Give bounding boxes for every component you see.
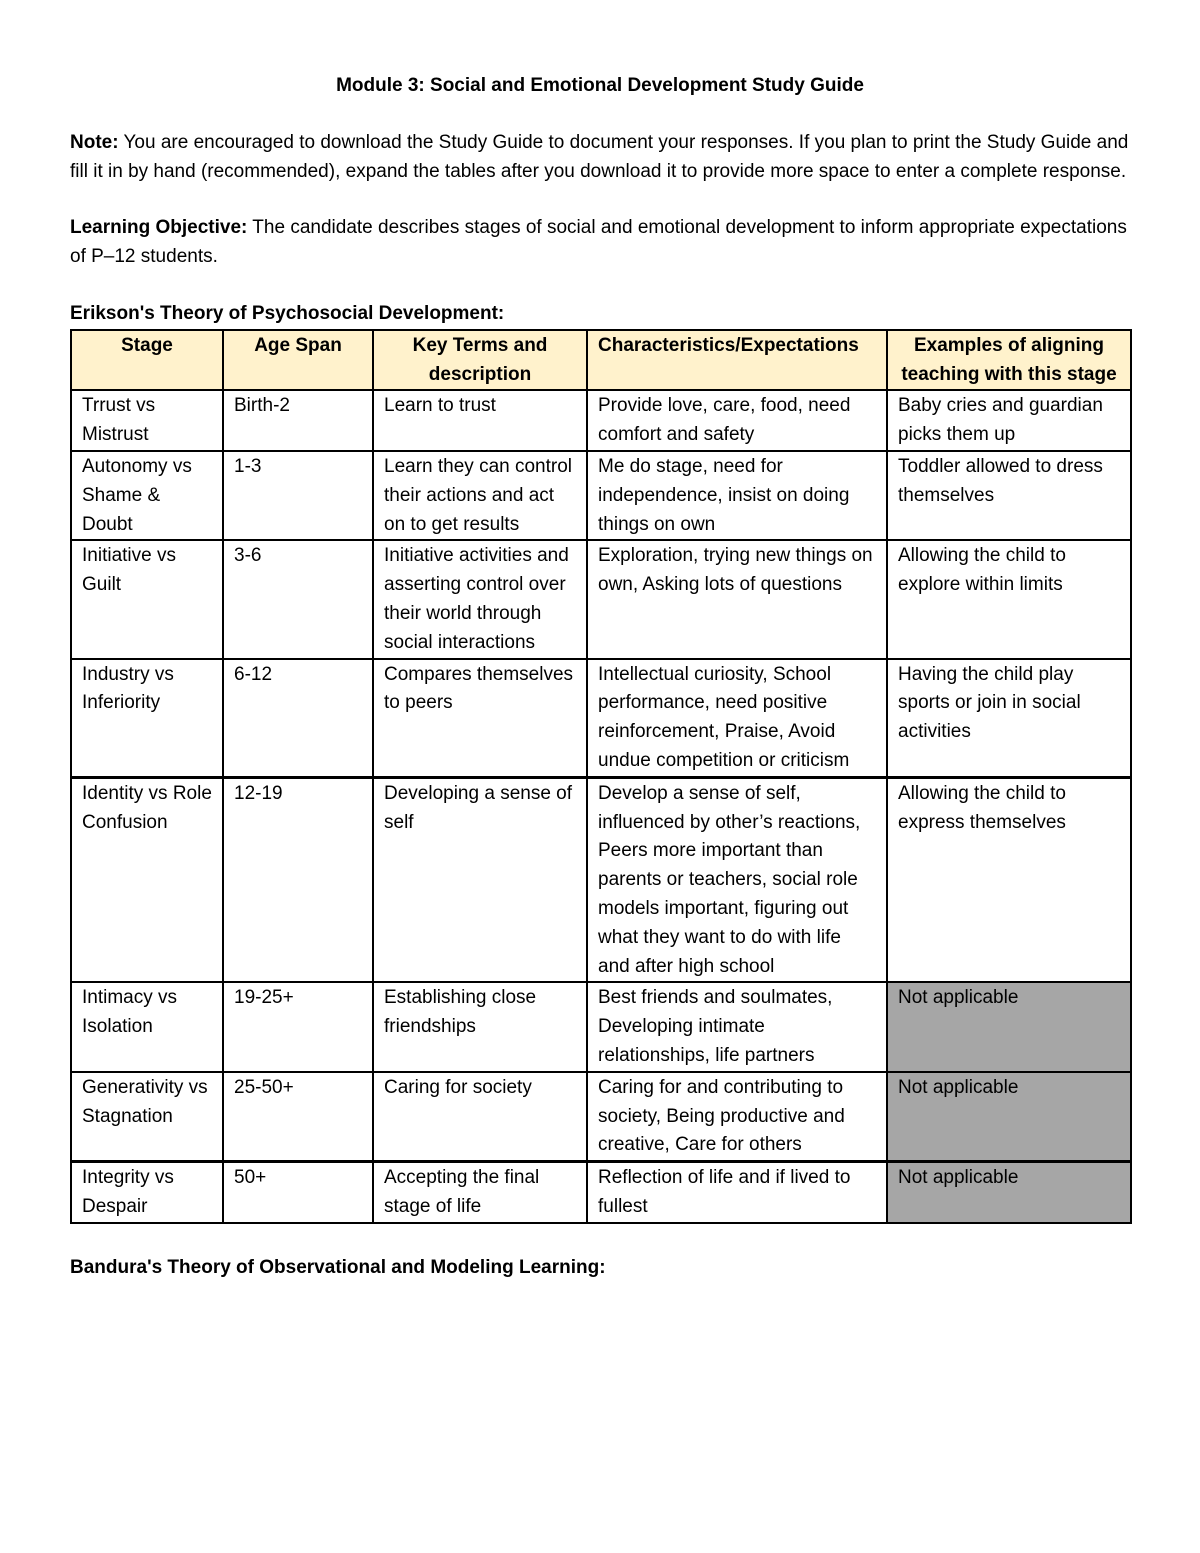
table-header-row <box>71 330 1131 391</box>
header-examples: Examples of aligning teaching with this stage <box>887 330 1131 391</box>
cell-age-span: 6-12 <box>223 659 373 778</box>
objective-label: Learning Objective: <box>70 217 248 239</box>
cell-examples: Allowing the child to express themselves <box>887 777 1131 982</box>
cell-examples-not-applicable: Not applicable <box>887 1162 1131 1223</box>
header-stage: Stage <box>71 330 223 391</box>
cell-characteristics: Provide love, care, food, need comfort and safety <box>587 390 887 451</box>
cell-stage: Initiative vs Guilt <box>71 540 223 658</box>
cell-stage: Integrity vs Despair <box>71 1162 223 1223</box>
cell-stage: Industry vs Inferiority <box>71 659 223 778</box>
cell-age-span: Birth-2 <box>223 390 373 451</box>
cell-key-terms: Compares themselves to peers <box>373 659 587 778</box>
erikson-heading: Erikson's Theory of Psychosocial Development: <box>70 302 505 324</box>
cell-key-terms: Initiative activities and asserting control over their world through social interactions <box>373 540 587 658</box>
cell-characteristics: Develop a sense of self, influenced by other’s reactions, Peers more important than parents or teachers, social role models important, figuring out what they want to do with life and after high school <box>587 777 887 982</box>
cell-examples-not-applicable: Not applicable <box>887 982 1131 1071</box>
bandura-heading: Bandura's Theory of Observational and Modeling Learning: <box>70 1256 606 1278</box>
learning-objective-paragraph <box>70 214 1130 272</box>
cell-age-span: 25-50+ <box>223 1072 373 1162</box>
table-row <box>71 982 1131 1071</box>
cell-key-terms: Establishing close friendships <box>373 982 587 1071</box>
cell-stage: Trrust vs Mistrust <box>71 390 223 451</box>
cell-characteristics: Best friends and soulmates, Developing intimate relationships, life partners <box>587 982 887 1071</box>
header-characteristics: Characteristics/Expectations <box>587 330 887 391</box>
table-row <box>71 390 1131 451</box>
cell-characteristics: Exploration, trying new things on own, Asking lots of questions <box>587 540 887 658</box>
cell-examples: Allowing the child to explore within limits <box>887 540 1131 658</box>
cell-key-terms: Learn to trust <box>373 390 587 451</box>
cell-key-terms: Accepting the final stage of life <box>373 1162 587 1223</box>
document-page <box>70 72 1130 1282</box>
cell-age-span: 3-6 <box>223 540 373 658</box>
table-row <box>71 451 1131 540</box>
cell-examples-not-applicable: Not applicable <box>887 1072 1131 1162</box>
note-text: You are encouraged to download the Study Guide to document your responses. If you plan to print the Study Guide and fill it in by hand (recommended), expand the tables after you download it to provide more space to enter a complete response. <box>70 131 1129 182</box>
cell-key-terms: Learn they can control their actions and act on to get results <box>373 451 587 540</box>
table-row <box>71 777 1131 982</box>
objective-text: The candidate describes stages of social and emotional development to inform appropriate expectations of P–12 students. <box>70 217 1127 268</box>
cell-age-span: 12-19 <box>223 777 373 982</box>
cell-examples: Having the child play sports or join in social activities <box>887 659 1131 778</box>
header-age-span: Age Span <box>223 330 373 391</box>
table-row <box>71 1162 1131 1223</box>
cell-age-span: 19-25+ <box>223 982 373 1071</box>
cell-stage: Generativity vs Stagnation <box>71 1072 223 1162</box>
cell-stage: Intimacy vs Isolation <box>71 982 223 1071</box>
header-key-terms: Key Terms and description <box>373 330 587 391</box>
cell-stage: Identity vs Role Confusion <box>71 777 223 982</box>
cell-age-span: 1-3 <box>223 451 373 540</box>
cell-characteristics: Caring for and contributing to society, Being productive and creative, Care for others <box>587 1072 887 1162</box>
cell-characteristics: Me do stage, need for independence, insist on doing things on own <box>587 451 887 540</box>
cell-characteristics: Reflection of life and if lived to fullest <box>587 1162 887 1223</box>
cell-key-terms: Caring for society <box>373 1072 587 1162</box>
cell-stage: Autonomy vs Shame & Doubt <box>71 451 223 540</box>
erikson-table <box>70 329 1132 1224</box>
note-label: Note: <box>70 131 119 153</box>
table-row <box>71 1072 1131 1162</box>
document-title: Module 3: Social and Emotional Development Study Guide <box>336 75 864 96</box>
table-row <box>71 659 1131 778</box>
cell-key-terms: Developing a sense of self <box>373 777 587 982</box>
note-paragraph <box>70 129 1130 187</box>
cell-examples: Baby cries and guardian picks them up <box>887 390 1131 451</box>
cell-age-span: 50+ <box>223 1162 373 1223</box>
cell-characteristics: Intellectual curiosity, School performance, need positive reinforcement, Praise, Avoid undue competition or criticism <box>587 659 887 778</box>
cell-examples: Toddler allowed to dress themselves <box>887 451 1131 540</box>
table-row <box>71 540 1131 658</box>
